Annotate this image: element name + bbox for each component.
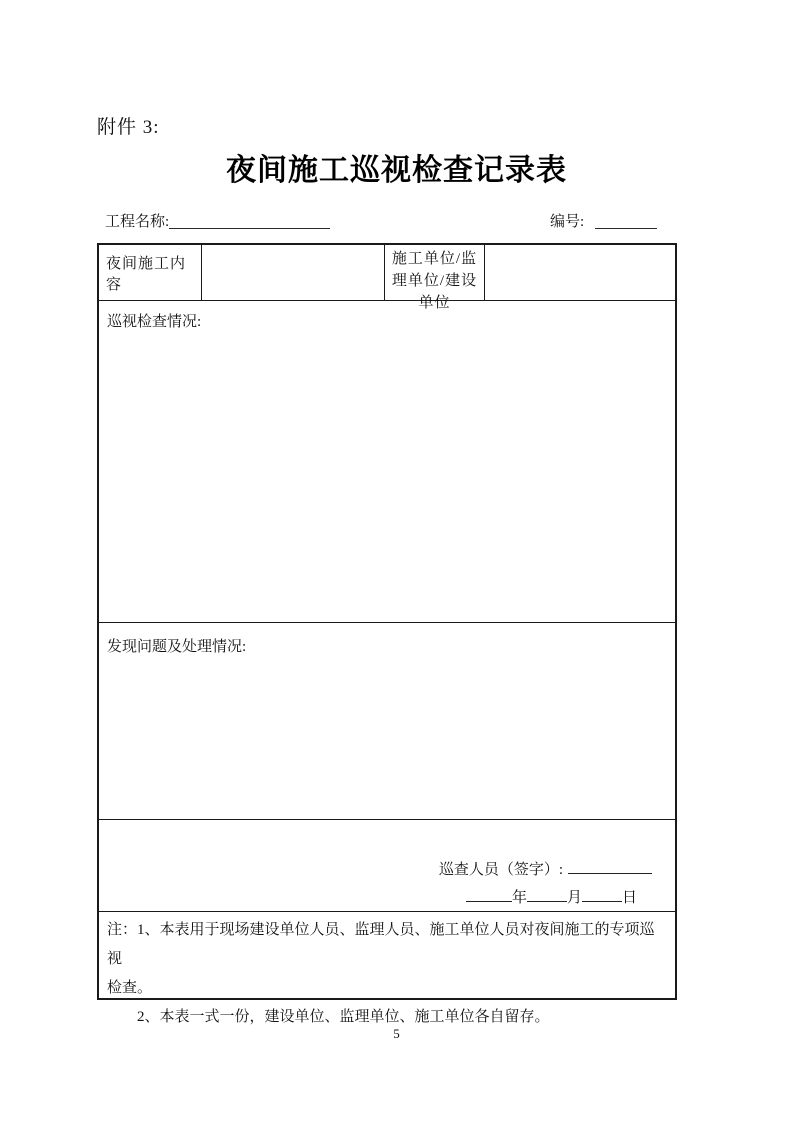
night-work-content-value-cell xyxy=(202,245,385,300)
unit-label-line1: 施工单位/监 xyxy=(391,251,478,267)
notes-line2: 检查。 xyxy=(107,980,153,996)
header-fields xyxy=(0,210,793,234)
signature-line xyxy=(439,858,652,879)
problems-handling-label: 发现问题及处理情况: xyxy=(107,639,247,655)
table-row-inspection-status xyxy=(99,301,675,623)
attachment-label: 附件 3: xyxy=(97,117,160,138)
table-row-signature xyxy=(99,820,675,912)
month-label: 月 xyxy=(566,890,582,906)
month-blank-line xyxy=(527,887,567,902)
notes-line1: 注：1、本表用于现场建设单位人员、监理人员、施工单位人员对夜间施工的专项巡视 xyxy=(107,922,655,967)
project-name-label: 工程名称: xyxy=(105,214,170,230)
number-label: 编号: xyxy=(550,214,585,230)
day-label: 日 xyxy=(621,890,637,906)
project-name-blank-line xyxy=(169,213,330,229)
unit-label-line3: 单位 xyxy=(418,295,451,311)
table-row-header xyxy=(99,245,675,311)
unit-value-cell xyxy=(485,245,675,300)
inspection-status-label: 巡视检查情况: xyxy=(107,314,202,330)
unit-label-cell xyxy=(385,245,485,311)
signature-label: 巡查人员（签字）: xyxy=(438,862,563,878)
page-number: 5 xyxy=(393,1026,400,1041)
notes-line3: 2、本表一式一份，建设单位、监理单位、施工单位各自留存。 xyxy=(137,1009,550,1025)
unit-label-line2: 理单位/建设 xyxy=(391,273,478,289)
table-row-problems-handling xyxy=(99,623,675,820)
signature-blank-line xyxy=(568,859,652,874)
inspection-record-table xyxy=(97,243,677,1025)
number-blank-line xyxy=(595,213,657,229)
date-line xyxy=(466,886,637,907)
day-blank-line xyxy=(582,887,622,902)
table-row-notes xyxy=(99,912,675,1025)
page-title: 夜间施工巡视检查记录表 xyxy=(226,154,567,187)
year-blank-line xyxy=(466,887,512,902)
year-label: 年 xyxy=(511,890,527,906)
night-work-content-label-cell: 夜间施工内容 xyxy=(99,245,202,300)
